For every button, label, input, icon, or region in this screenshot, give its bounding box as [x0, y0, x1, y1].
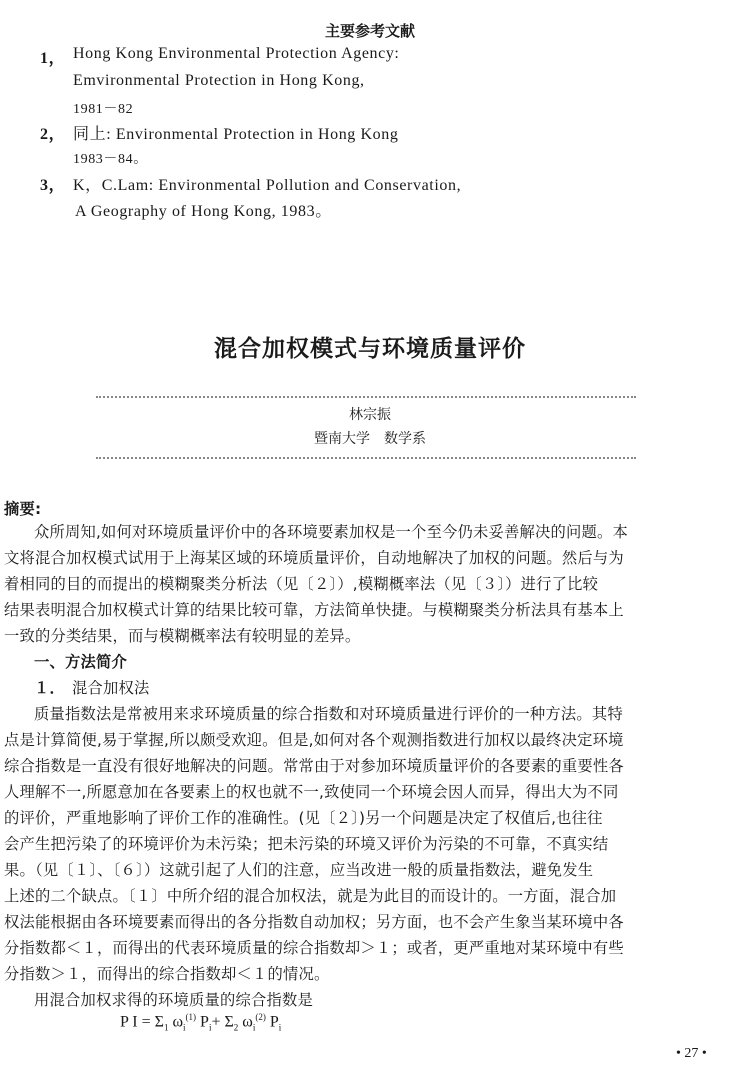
abstract-line: 众所周知,如何对环境质量评价中的各环境要素加权是一个至今仍未妥善解决的问题。本	[34, 523, 628, 541]
formula-sum-2-sub: 2	[233, 1022, 239, 1033]
formula-omega-2-sub: i	[252, 1022, 256, 1033]
section-heading: 一、方法简介	[34, 653, 127, 671]
abstract-label: 摘要:	[4, 500, 42, 518]
paragraph-line: 人理解不一,所愿意加在各要素上的权也就不一,致使同一个环境会因人而异，得出大为不同	[4, 783, 619, 801]
abstract-line: 结果表明混合加权模式计算的结果比较可靠，方法简单快捷。与模糊聚类分析法具有基本上	[4, 601, 624, 619]
article-title: 混合加权模式与环境质量评价	[214, 336, 526, 362]
paragraph-line: 上述的二个缺点。〔１〕中所介绍的混合加权法，就是为此目的而设计的。一方面，混合加	[4, 887, 617, 905]
bottom-divider	[96, 457, 636, 459]
subsection-heading: 混合加权法	[72, 679, 150, 697]
references-heading: 主要参考文献	[324, 22, 415, 40]
reference-3-line-2: A Geography of Hong Kong, 1983。	[75, 203, 332, 220]
reference-1-number: 1，	[40, 50, 66, 67]
abstract-line: 着相同的目的而提出的模糊聚类分析法（见〔２〕）,模糊概率法（见〔３〕）进行了比较	[4, 575, 599, 593]
formula-omega-2: ω	[242, 1013, 253, 1031]
formula-equals: =	[141, 1013, 151, 1031]
formula-omega-2-sup: (2)	[255, 1012, 266, 1022]
page-number: • 27 •	[676, 1046, 707, 1061]
paragraph-line: 权法能根据由各环境要素而得出的各分指数自动加权；另方面，也不会产生象当某环境中各	[4, 913, 624, 931]
subsection-number: １．	[34, 679, 65, 697]
formula-p-1-sub: i	[208, 1022, 212, 1033]
formula-p-2: P	[269, 1013, 279, 1031]
paragraph-line: 综合指数是一直没有很好地解决的问题。常常由于对参加环境质量评价的各要素的重要性各	[4, 757, 624, 775]
author-name: 林宗振	[349, 407, 391, 423]
reference-1-line-1: Hong Kong Environmental Protection Agency:	[73, 45, 400, 62]
paragraph-line: 的评价，严重地影响了评价工作的准确性。(见〔２〕)另一个问题是决定了权值后,也往往	[4, 809, 603, 827]
paragraph-line: 果。（见〔１〕、〔６〕）这就引起了人们的注意，应当改进一般的质量指数法，避免发生	[4, 861, 594, 879]
paragraph-line: 会产生把污染了的环境评价为未污染；把未污染的环境又评价为污染的不可靠，不真实结	[4, 835, 609, 853]
paragraph-line: 点是计算简便,易于掌握,所以颇受欢迎。但是,如何对各个观测指数进行加权以最终决定环境	[4, 731, 624, 749]
formula-omega-1-sup: (1)	[185, 1012, 197, 1022]
abstract-line: 文将混合加权模式试用于上海某区域的环境质量评价，自动地解决了加权的问题。然后与为	[4, 549, 624, 567]
formula	[120, 1012, 281, 1033]
paragraph-line: 分指数＞１，而得出的综合指数却＜１的情况。	[4, 965, 330, 983]
reference-3-line-1: K，C.Lam: Environmental Pollution and Conservation,	[73, 177, 462, 194]
formula-sum-2: Σ	[224, 1013, 234, 1031]
reference-2-line-2: 1983－84。	[73, 152, 148, 167]
paragraph-line: 质量指数法是常被用来求环境质量的综合指数和对环境质量进行评价的一种方法。其特	[34, 705, 623, 723]
formula-plus: +	[211, 1013, 221, 1031]
formula-sum-1: Σ	[154, 1013, 164, 1031]
formula-p-2-sub: i	[278, 1022, 282, 1033]
abstract-line: 一致的分类结果，而与模糊概率法有较明显的差异。	[4, 627, 361, 645]
reference-1-line-3: 1981－82	[73, 102, 134, 117]
top-divider	[96, 396, 636, 398]
formula-omega-1-sub: i	[183, 1022, 186, 1033]
reference-3-number: 3，	[40, 177, 66, 194]
reference-1-line-2: Emvironmental Protection in Hong Kong,	[73, 72, 365, 89]
paragraph-line: 用混合加权求得的环境质量的综合指数是	[34, 991, 313, 1009]
formula-omega-1: ω	[172, 1013, 184, 1031]
formula-p-1: P	[200, 1013, 209, 1031]
author-affiliation: 暨南大学 数学系	[314, 431, 426, 447]
paragraph-line: 分指数都＜１，而得出的代表环境质量的综合指数却＞１；或者，更严重地对某环境中有些	[4, 939, 624, 957]
reference-2-line-1: 同上: Environmental Protection in Hong Kong	[73, 126, 399, 143]
formula-lhs: P I	[120, 1013, 138, 1031]
formula-sum-1-sub: 1	[163, 1022, 169, 1033]
reference-2-number: 2，	[40, 126, 66, 143]
